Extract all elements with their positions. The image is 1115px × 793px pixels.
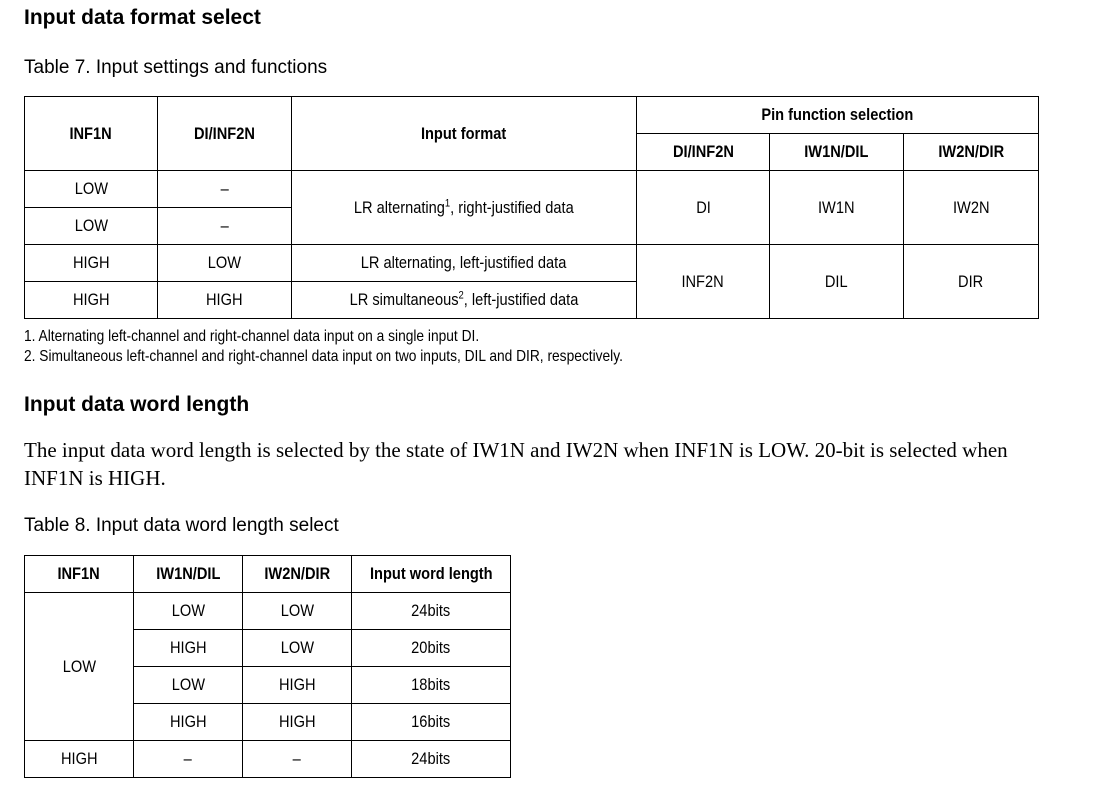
t8-r2-iw2n: LOW bbox=[243, 630, 352, 667]
t7-pin-g2-dir: DIR bbox=[904, 245, 1039, 319]
t7-format-lr-alt-right: LR alternating$^1$, right-justified data bbox=[292, 171, 637, 245]
table-row bbox=[25, 171, 1039, 208]
table-row bbox=[25, 741, 511, 778]
t7-r3-di-inf2n: LOW bbox=[158, 245, 292, 282]
table7-input-settings bbox=[24, 96, 1039, 319]
t7-format-lr-alt-left: LR alternating, left-justified data bbox=[292, 245, 637, 282]
t8-r4-iw2n: HIGH bbox=[243, 704, 352, 741]
t8-r4-iw1n: HIGH bbox=[134, 704, 243, 741]
t7-r1-inf1n: LOW bbox=[25, 171, 158, 208]
t8-header-word-length: Input word length bbox=[352, 556, 511, 593]
t7-format-lr-sim-left: LR simultaneous$^2$, left-justified data bbox=[292, 282, 637, 319]
t7-pin-g1-iw2n: IW2N bbox=[904, 171, 1039, 245]
t8-header-inf1n: INF1N bbox=[25, 556, 134, 593]
t8-r1-length: 24bits bbox=[352, 593, 511, 630]
t7-r3-inf1n: HIGH bbox=[25, 245, 158, 282]
section-heading-format-select: Input data format select bbox=[24, 6, 261, 29]
t8-header-iw1n-dil: IW1N/DIL bbox=[134, 556, 243, 593]
t7-pin-g1-di: DI bbox=[637, 171, 770, 245]
t8-r3-iw2n: HIGH bbox=[243, 667, 352, 704]
t8-r3-length: 18bits bbox=[352, 667, 511, 704]
t8-r4-length: 16bits bbox=[352, 704, 511, 741]
t7-header-inf1n: INF1N bbox=[25, 97, 158, 171]
t8-low-label: LOW bbox=[25, 593, 134, 741]
table7-notes bbox=[24, 327, 720, 367]
t7-header-pin-iw2n-dir: IW2N/DIR bbox=[904, 134, 1039, 171]
table8-caption: Table 8. Input data word length select bbox=[24, 515, 339, 536]
table8-word-length bbox=[24, 555, 511, 778]
table7-note-1: 1. Alternating left-channel and right-channel data input on a single input DI. bbox=[24, 328, 480, 345]
table7-note-2: 2. Simultaneous left-channel and right-channel data input on two inputs, DIL and DIR, respectively. bbox=[24, 348, 623, 365]
t7-r4-di-inf2n: HIGH bbox=[158, 282, 292, 319]
t8-r5-iw1n: – bbox=[134, 741, 243, 778]
word-length-paragraph: The input data word length is selected by the state of IW1N and IW2N when INF1N is LOW. 20-bit is selected when INF1N is HIGH. bbox=[24, 438, 1008, 490]
t8-r5-iw2n: – bbox=[243, 741, 352, 778]
section-heading-word-length: Input data word length bbox=[24, 393, 250, 416]
t7-pin-g2-dil: DIL bbox=[770, 245, 904, 319]
t8-header-iw2n-dir: IW2N/DIR bbox=[243, 556, 352, 593]
table7-caption: Table 7. Input settings and functions bbox=[24, 57, 328, 78]
t7-pin-g2-inf2n: INF2N bbox=[637, 245, 770, 319]
t7-header-input-format: Input format bbox=[292, 97, 637, 171]
t7-header-di-inf2n: DI/INF2N bbox=[158, 97, 292, 171]
t8-r1-iw1n: LOW bbox=[134, 593, 243, 630]
t8-r1-iw2n: LOW bbox=[243, 593, 352, 630]
t8-r2-length: 20bits bbox=[352, 630, 511, 667]
table-row bbox=[25, 593, 511, 630]
t8-r5-length: 24bits bbox=[352, 741, 511, 778]
t7-header-pin-function: Pin function selection bbox=[637, 97, 1039, 134]
t7-r2-inf1n: LOW bbox=[25, 208, 158, 245]
table-row bbox=[25, 245, 1039, 282]
t8-r5-inf1n: HIGH bbox=[25, 741, 134, 778]
t7-header-pin-di-inf2n: DI/INF2N bbox=[637, 134, 770, 171]
t7-r1-di-inf2n: – bbox=[158, 171, 292, 208]
t8-r3-iw1n: LOW bbox=[134, 667, 243, 704]
t7-r2-di-inf2n: – bbox=[158, 208, 292, 245]
t7-pin-g1-iw1n: IW1N bbox=[770, 171, 904, 245]
t7-r4-inf1n: HIGH bbox=[25, 282, 158, 319]
t8-r2-iw1n: HIGH bbox=[134, 630, 243, 667]
t7-header-pin-iw1n-dil: IW1N/DIL bbox=[770, 134, 904, 171]
